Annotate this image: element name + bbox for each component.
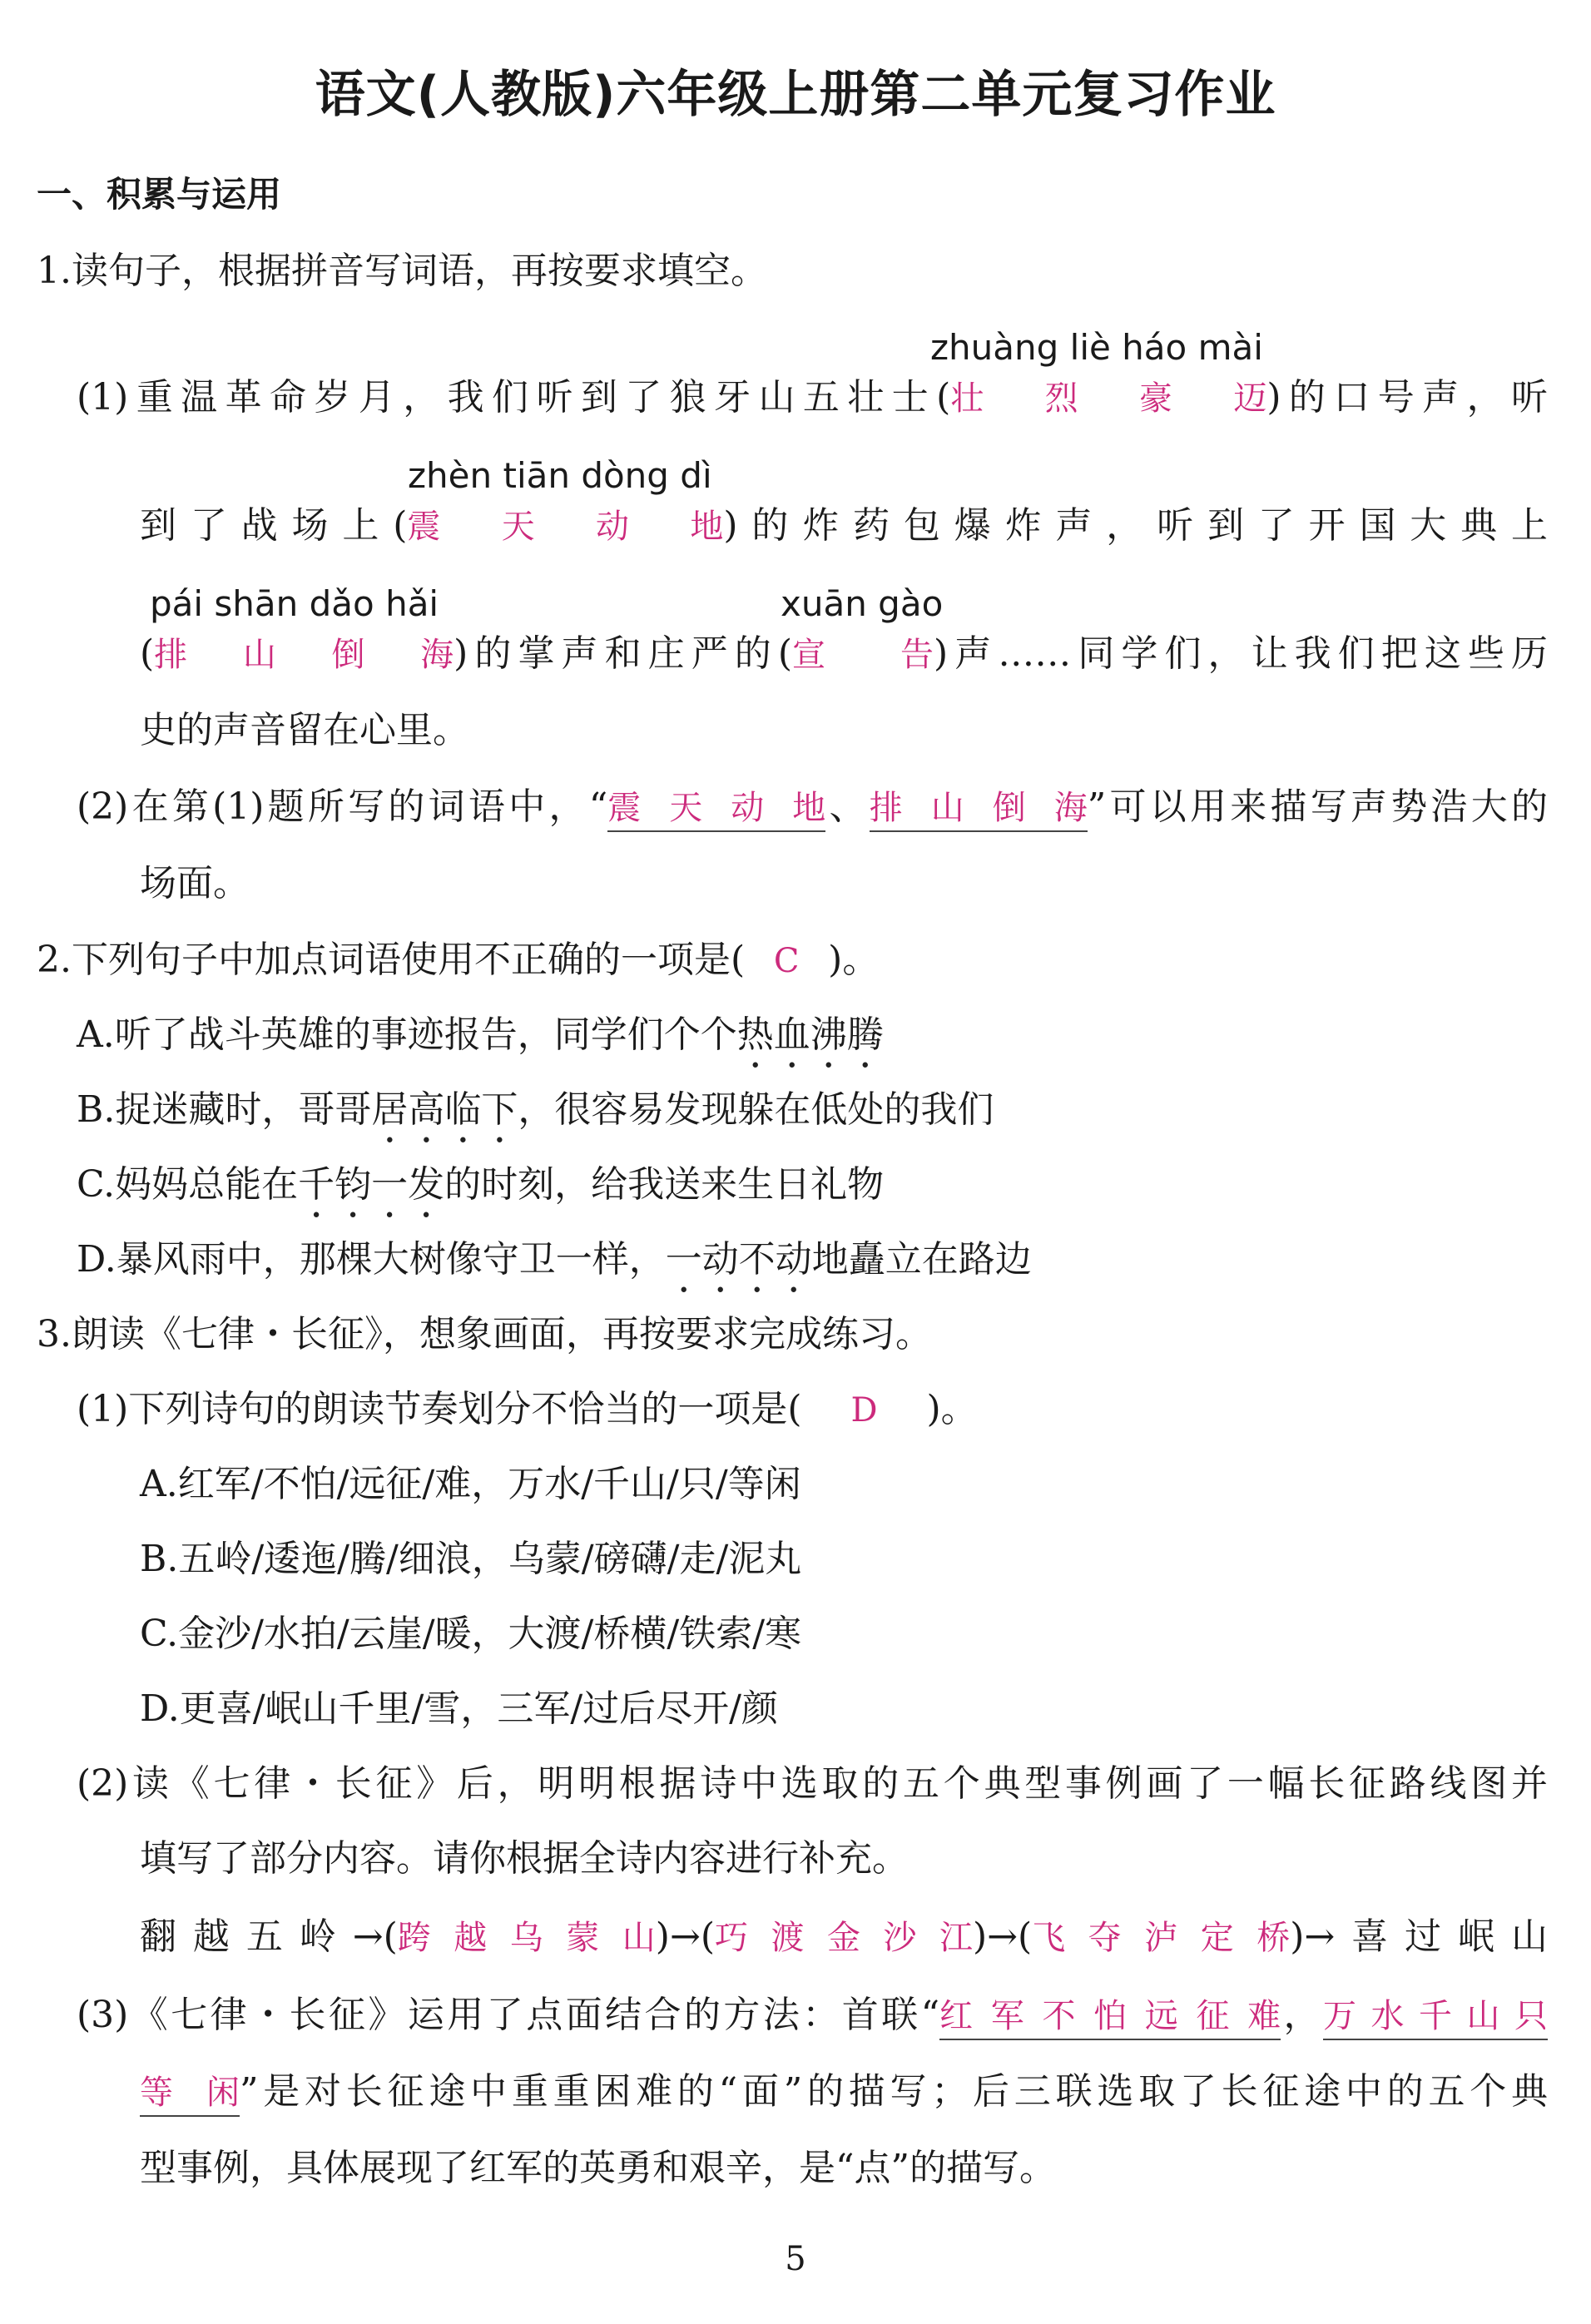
q2-option-d: D.暴风雨中，那棵大树像守卫一样，一动不动地矗立在路边 [77, 1238, 1032, 1281]
q3-p1-stem: (1)下列诗句的朗读节奏划分不恰当的一项是( D )。 [77, 1385, 978, 1435]
q3-p3-answer-2a[interactable]: 万水千山只 [1323, 1994, 1548, 2040]
q1-p2-line2: 场面。 [140, 862, 250, 904]
q3-stem: 3.朗读《七律・长征》，想象画面，再按要求完成练习。 [37, 1313, 932, 1355]
dotted-word-a: 热血沸腾 [736, 1013, 884, 1056]
answer-2[interactable]: 震天动地 [407, 508, 724, 546]
route-answer-1[interactable]: 跨越乌蒙山 [397, 1919, 656, 1957]
q3-p3-answer-1[interactable]: 红军不怕远征难 [939, 1994, 1281, 2040]
page-number: 5 [785, 2240, 806, 2278]
q3-p3-line1: (3)《七律・长征》运用了点面结合的方法：首联“红军不怕远征难，万水千山只 [77, 1990, 1548, 2040]
answer-3[interactable]: 排山倒海 [154, 636, 454, 674]
dotted-word-b: 居高临下 [371, 1088, 518, 1131]
q2-option-a: A.听了战斗英雄的事迹报告，同学们个个热血沸腾 [77, 1013, 884, 1056]
q1-pinyin-3: pái shān dǎo hǎi [150, 583, 439, 624]
q1-stem: 1.读句子，根据拼音写词语，再按要求填空。 [37, 250, 767, 292]
dotted-word-d: 一动不动 [665, 1238, 812, 1281]
q2-option-b: B.捉迷藏时，哥哥居高临下，很容易发现躲在低处的我们 [77, 1088, 994, 1131]
q3-p1-option-c: C.金沙/水拍/云崖/暖，大渡/桥横/铁索/寒 [140, 1613, 802, 1655]
answer-5[interactable]: 震天动地 [607, 785, 825, 832]
route-answer-3[interactable]: 飞夺泸定桥 [1032, 1919, 1291, 1957]
q3-p2-line2: 填写了部分内容。请你根据全诗内容进行补充。 [140, 1837, 909, 1880]
q1-p2-line1: (2)在第(1)题所写的词语中，“震天动地、排山倒海”可以用来描写声势浩大的 [77, 782, 1548, 832]
dotted-word-c: 千钧一发 [298, 1163, 445, 1206]
q3-p1-answer[interactable]: D [850, 1391, 878, 1430]
route-answer-2[interactable]: 巧渡金沙江 [715, 1919, 973, 1957]
answer-4[interactable]: 宣告 [792, 636, 934, 674]
q3-p3-line2: 等闲”是对长征途中重重困难的“面”的描写；后三联选取了长征途中的五个典 [140, 2067, 1548, 2117]
answer-6[interactable]: 排山倒海 [870, 785, 1088, 832]
section-heading: 一、积累与运用 [37, 174, 282, 215]
q3-p3-answer-2b[interactable]: 等闲 [140, 2070, 240, 2117]
q2-answer[interactable]: C [773, 942, 800, 980]
answer-1[interactable]: 壮烈豪迈 [950, 379, 1267, 418]
q3-p2-line1: (2)读《七律・长征》后，明明根据诗中选取的五个典型事例画了一幅长征路线图并 [77, 1762, 1548, 1805]
page-title: 语文(人教版)六年级上册第二单元复习作业 [315, 66, 1276, 124]
q1-pinyin-1: zhuàng liè háo mài [930, 327, 1263, 368]
route-line: 翻越五岭→(跨越乌蒙山)→(巧渡金沙江)→(飞夺泸定桥)→喜过岷山 [140, 1912, 1548, 1963]
q1-p1-line3: (排山倒海)的掌声和庄严的(宣告)声……同学们，让我们把这些历 [140, 629, 1548, 680]
q3-p1-option-d: D.更喜/岷山千里/雪，三军/过后尽开/颜 [140, 1687, 778, 1730]
q1-p1-line4: 史的声音留在心里。 [140, 709, 469, 751]
q1-pinyin-2: zhèn tiān dòng dì [408, 455, 712, 496]
q3-p3-line3: 型事例，具体展现了红军的英勇和艰辛，是“点”的描写。 [140, 2147, 1056, 2189]
q2-stem: 2.下列句子中加点词语使用不正确的一项是( C )。 [37, 935, 879, 986]
q2-option-c: C.妈妈总能在千钧一发的时刻，给我送来生日礼物 [77, 1163, 885, 1206]
q3-p1-option-b: B.五岭/逶迤/腾/细浪，乌蒙/磅礴/走/泥丸 [140, 1538, 802, 1580]
q1-p1-line2: 到了战场上(震天动地)的炸药包爆炸声，听到了开国大典上 [140, 501, 1548, 552]
q3-p1-option-a: A.红军/不怕/远征/难，万水/千山/只/等闲 [140, 1463, 801, 1505]
q1-pinyin-4: xuān gào [781, 583, 944, 624]
q1-p1-line1: (1)重温革命岁月，我们听到了狼牙山五壮士(壮烈豪迈)的口号声，听 [77, 373, 1548, 424]
